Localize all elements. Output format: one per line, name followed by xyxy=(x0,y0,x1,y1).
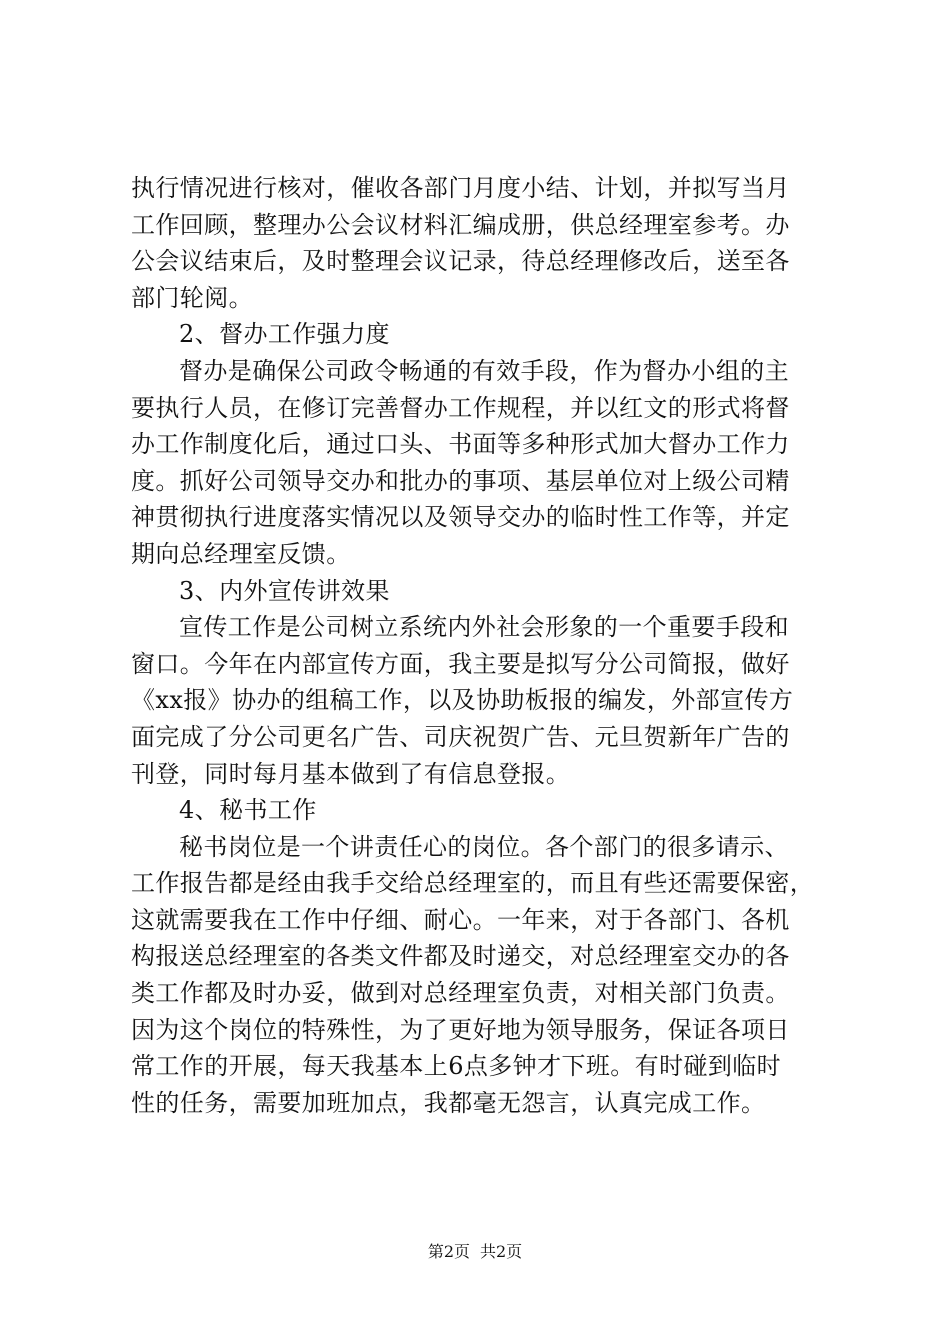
text-line: 工作回顾，整理办公会议材料汇编成册，供总经理室参考。办 xyxy=(131,210,790,239)
text-line: 要执行人员，在修订完善督办工作规程，并以红文的形式将督 xyxy=(131,393,790,422)
text-line: 公会议结束后，及时整理会议记录，待总经理修改后，送至各 xyxy=(131,247,790,276)
text-line: 《xx报》协办的组稿工作，以及协助板报的编发，外部宣传方 xyxy=(131,686,794,715)
text-line: 面完成了分公司更名广告、司庆祝贺广告、元旦贺新年广告的 xyxy=(131,722,790,751)
text-line: 构报送总经理室的各类文件都及时递交，对总经理室交办的各 xyxy=(131,942,790,971)
text-line: 宣传工作是公司树立系统内外社会形象的一个重要手段和 xyxy=(179,613,789,642)
text-line: 办工作制度化后，通过口头、书面等多种形式加大督办工作力 xyxy=(131,430,790,459)
page-number: 第2页 xyxy=(427,1242,470,1261)
text-line: 秘书岗位是一个讲责任心的岗位。各个部门的很多请示、 xyxy=(179,832,789,861)
text-line: 神贯彻执行进度落实情况以及领导交办的临时性工作等，并定 xyxy=(131,503,790,532)
section-heading: 4、秘书工作 xyxy=(179,796,317,825)
text-line: 性的任务，需要加班加点，我都毫无怨言，认真完成工作。 xyxy=(131,1088,766,1117)
text-line: 工作报告都是经由我手交给总经理室的，而且有些还需要保密， xyxy=(131,869,815,898)
text-line: 常工作的开展，每天我基本上6点多钟才下班。有时碰到临时 xyxy=(131,1052,782,1081)
text-line: 窗口。今年在内部宣传方面，我主要是拟写分公司简报，做好 xyxy=(131,649,790,678)
text-line: 期向总经理室反馈。 xyxy=(131,539,351,568)
text-line: 因为这个岗位的特殊性，为了更好地为领导服务，保证各项日 xyxy=(131,1015,790,1044)
section-heading: 2、督办工作强力度 xyxy=(179,320,390,349)
text-line: 执行情况进行核对，催收各部门月度小结、计划，并拟写当月 xyxy=(131,174,790,202)
text-line: 部门轮阅。 xyxy=(131,283,253,312)
text-line: 刊登，同时每月基本做到了有信息登报。 xyxy=(131,759,571,788)
page-total: 共2页 xyxy=(480,1242,523,1261)
document-body xyxy=(131,170,821,1121)
text-line: 这就需要我在工作中仔细、耐心。一年来，对于各部门、各机 xyxy=(131,905,790,934)
text-line: 类工作都及时办妥，做到对总经理室负责，对相关部门负责。 xyxy=(131,979,790,1008)
text-line: 督办是确保公司政令畅通的有效手段，作为督办小组的主 xyxy=(179,356,789,385)
section-heading: 3、内外宣传讲效果 xyxy=(179,576,390,605)
page-footer xyxy=(0,1240,950,1264)
text-line: 度。抓好公司领导交办和批办的事项、基层单位对上级公司精 xyxy=(131,466,790,495)
